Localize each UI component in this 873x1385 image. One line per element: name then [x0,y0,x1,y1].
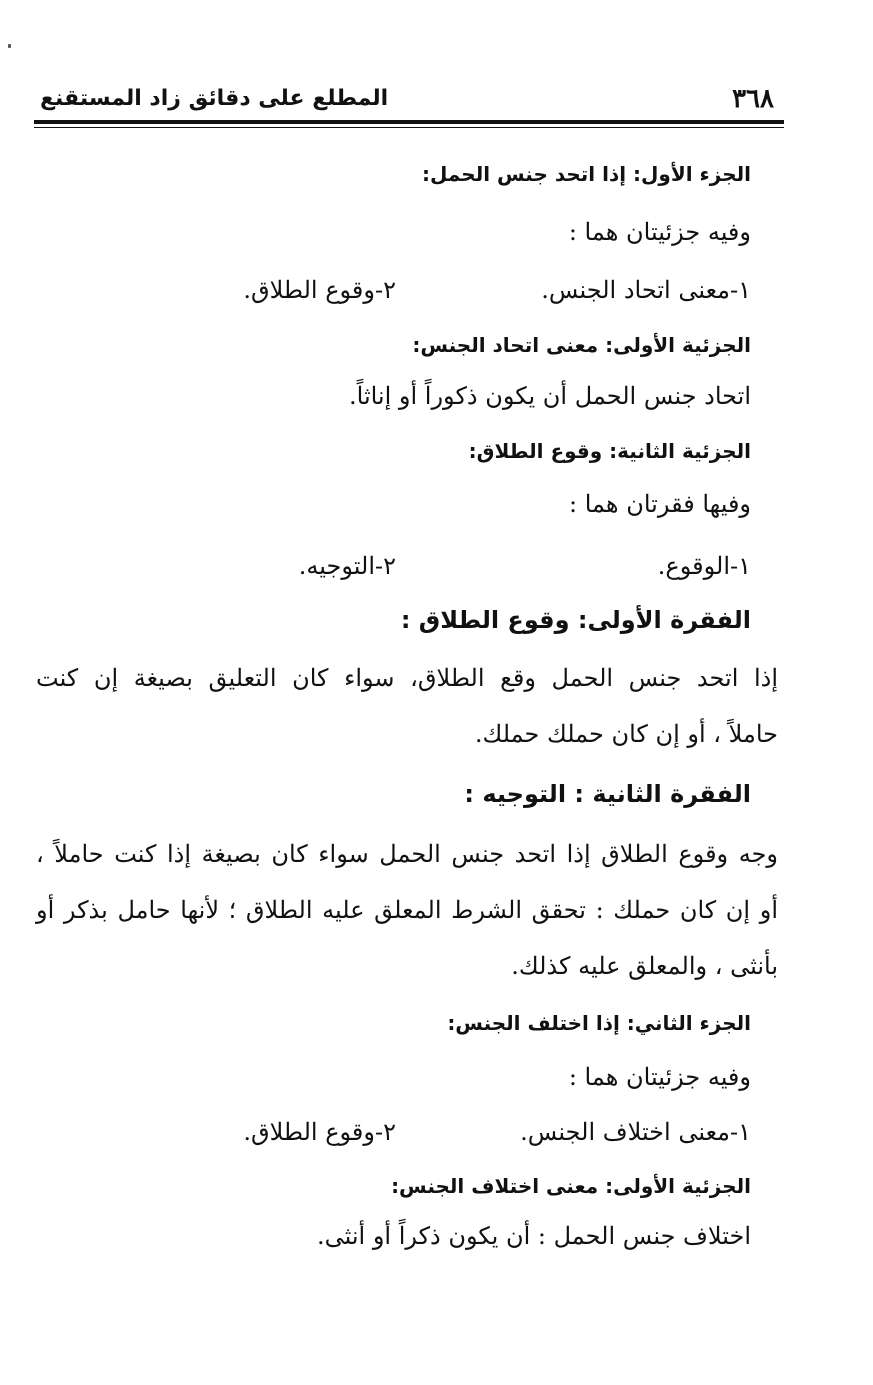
sub2-list [281,552,751,580]
sub1-heading: الجزئية الأولى: معنى اتحاد الجنس: [412,333,751,357]
book-title: المطلع على دقائق زاد المستقنع [40,86,389,111]
para2-line-3: بأنثى ، والمعلق عليه كذلك. [511,952,778,980]
para1-heading: الفقرة الأولى: وقوع الطلاق : [400,606,751,634]
sub3-text: اختلاف جنس الحمل : أن يكون ذكراً أو أنثى. [316,1222,751,1250]
header-rule [34,120,784,124]
margin-mark [8,44,11,48]
sub2-heading: الجزئية الثانية: وقوع الطلاق: [468,439,751,463]
para2-line-1: وجه وقوع الطلاق إذا اتحد جنس الحمل سواء كان بصيغة إذا كنت حاملاً ، [36,840,778,868]
part2-list [231,1118,751,1146]
sub1-text: اتحاد جنس الحمل أن يكون ذكوراً أو إناثاً. [349,382,751,410]
part1-heading: الجزء الأول: إذا اتحد جنس الحمل: [422,162,751,186]
sub3-heading: الجزئية الأولى: معنى اختلاف الجنس: [391,1174,751,1198]
running-header [36,84,782,120]
part1-list-item-2: ٢-وقوع الطلاق. [243,276,396,304]
sub2-intro: وفيها فقرتان هما : [569,490,751,518]
para1-line-1: إذا اتحد جنس الحمل وقع الطلاق، سواء كان التعليق بصيغة إن كنت [36,664,778,692]
page-number: ٣٦٨ [732,84,774,114]
para2-line-2: أو إن كان حملك : تحقق الشرط المعلق عليه الطلاق ؛ لأنها حامل بذكر أو [36,896,778,924]
part2-list-item-1: ١-معنى اختلاف الجنس. [520,1118,751,1146]
para1-line-2: حاملاً ، أو إن كان حملك حملك. [474,720,778,748]
part2-list-item-2: ٢-وقوع الطلاق. [243,1118,396,1146]
para2-heading: الفقرة الثانية : التوجيه : [464,780,751,808]
sub2-list-item-2: ٢-التوجيه. [298,552,396,580]
part1-list [231,276,751,304]
part2-intro: وفيه جزئيتان هما : [568,1063,751,1091]
part2-heading: الجزء الثاني: إذا اختلف الجنس: [447,1011,751,1035]
part1-intro: وفيه جزئيتان هما : [568,218,751,246]
sub2-list-item-1: ١-الوقوع. [657,552,751,580]
header-rule-thin [34,127,784,128]
part1-list-item-1: ١-معنى اتحاد الجنس. [541,276,751,304]
